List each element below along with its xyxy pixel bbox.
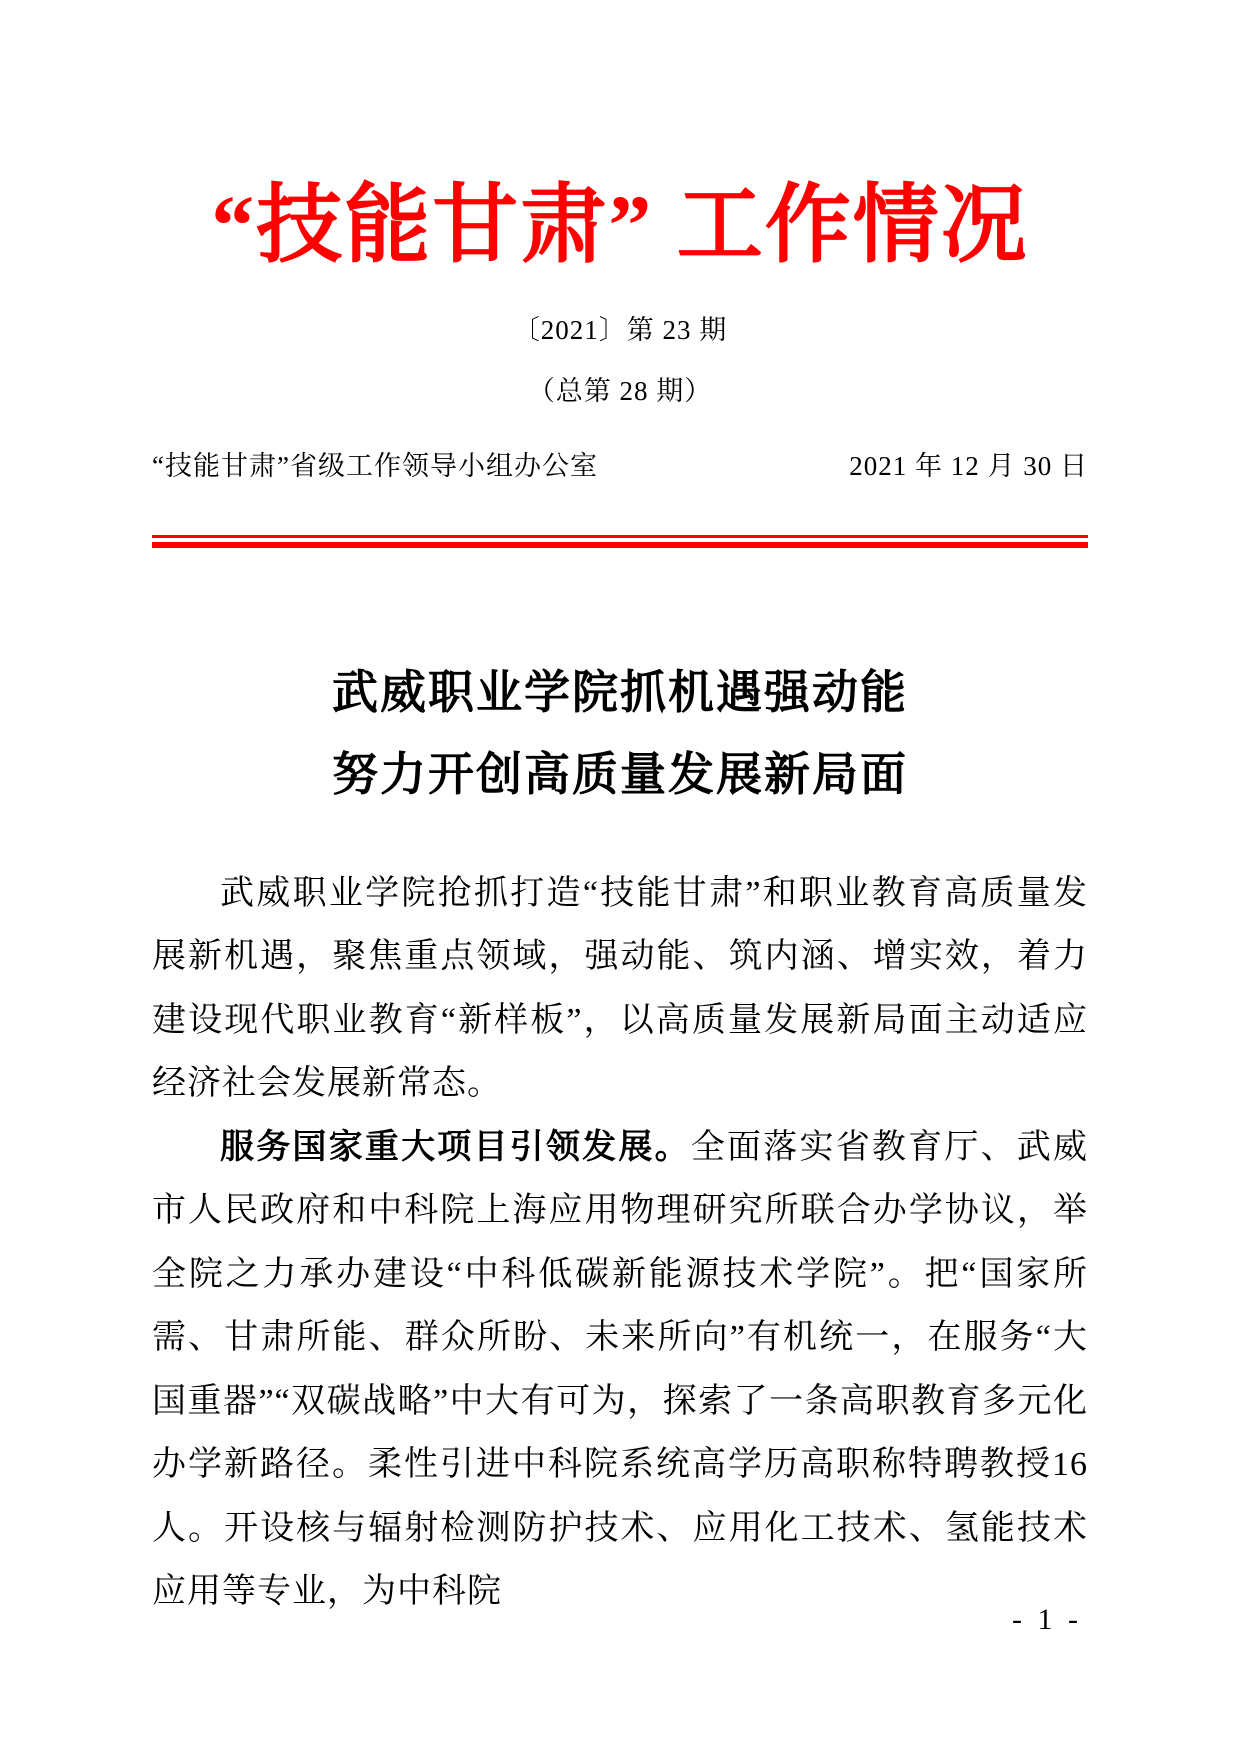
article xyxy=(152,652,1088,1624)
paragraph-2 xyxy=(152,1116,1088,1624)
total-issue-number: （总第 28 期） xyxy=(527,375,713,406)
article-title-line-1: 武威职业学院抓机遇强动能 xyxy=(332,666,908,718)
article-title xyxy=(152,652,1088,816)
page-number: - 1 - xyxy=(1012,1603,1082,1636)
paragraph-1-text: 武威职业学院抢抓打造“技能甘肃”和职业教育高质量发展新机遇，聚焦重点领域，强动能、筑内涵、增实效，着力建设现代职业教育“新样板”，以高质量发展新局面主动适应经济社会发展新常态。 xyxy=(152,874,1088,1102)
issuer-row xyxy=(152,444,1088,483)
article-body xyxy=(152,862,1088,1624)
bulletin-title: “技能甘肃” 工作情况 xyxy=(211,177,1029,273)
red-divider-thick-line xyxy=(152,542,1088,548)
issue-date: 2021 年 12 月 30 日 xyxy=(849,450,1088,481)
red-divider xyxy=(152,535,1088,548)
issue-number: 〔2021〕第 23 期 xyxy=(512,314,728,345)
article-title-line-2: 努力开创高质量发展新局面 xyxy=(332,748,908,800)
issuing-office: “技能甘肃”省级工作领导小组办公室 xyxy=(152,450,598,481)
paragraph-2-text: 全面落实省教育厅、武威市人民政府和中科院上海应用物理研究所联合办学协议，举全院之力承办建设“中科低碳新能源技术学院”。把“国家所需、甘肃所能、群众所盼、未来所向”有机统一，在服务“大国重器”“双碳战略”中大有可为，探索了一条高职教育多元化办学新路径。柔性引进中科院系统高学历高职称特聘教授16人。开设核与辐射检测防护技术、应用化工技术、氢能技术应用等专业，为中科院 xyxy=(152,1128,1089,1610)
paragraph-2-lead: 服务国家重大项目引领发展。 xyxy=(220,1128,691,1166)
masthead xyxy=(152,172,1088,548)
paragraph-1 xyxy=(152,862,1088,1116)
